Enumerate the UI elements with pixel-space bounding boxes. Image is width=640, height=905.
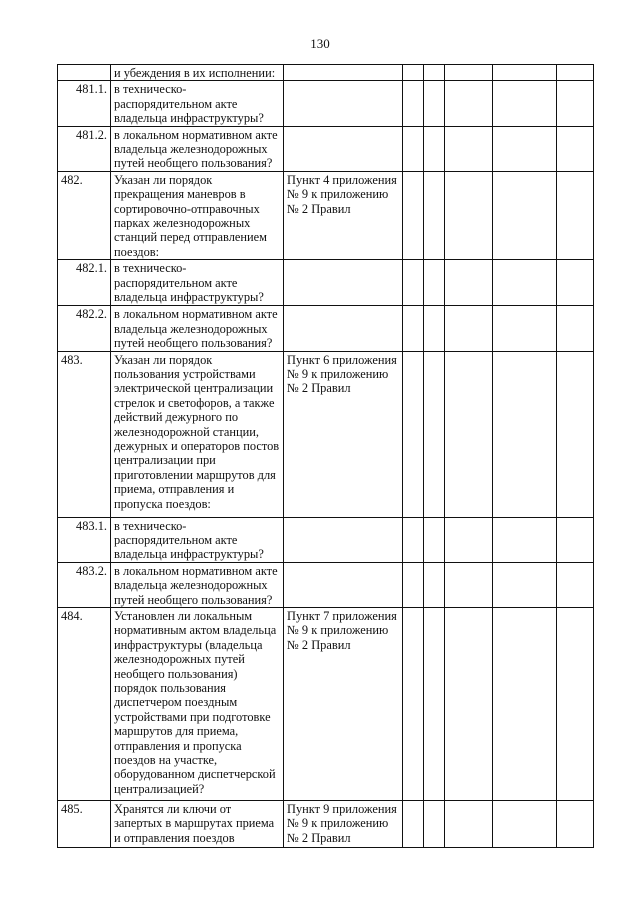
answer-na-cell[interactable] bbox=[445, 562, 493, 607]
item-number: 485. bbox=[58, 800, 111, 847]
item-number: 484. bbox=[58, 607, 111, 800]
question-text: Указан ли порядок прекращения маневров в сортировочно-отправочных парках железнодорожных станций перед отправлением поездов: bbox=[111, 171, 284, 259]
answer-no-cell[interactable] bbox=[424, 351, 445, 517]
notes-cell[interactable] bbox=[493, 260, 557, 306]
page-number: 130 bbox=[310, 36, 330, 51]
table-row bbox=[58, 81, 594, 126]
answer-no-cell[interactable] bbox=[424, 126, 445, 171]
item-number: 482.1. bbox=[58, 260, 111, 306]
extra-cell[interactable] bbox=[557, 517, 594, 562]
item-number: 481.2. bbox=[58, 126, 111, 171]
notes-cell[interactable] bbox=[493, 306, 557, 351]
question-text: в локальном нормативном акте владельца железнодорожных путей необщего пользования? bbox=[111, 126, 284, 171]
answer-yes-cell[interactable] bbox=[403, 562, 424, 607]
notes-cell[interactable] bbox=[493, 517, 557, 562]
answer-yes-cell[interactable] bbox=[403, 517, 424, 562]
answer-no-cell[interactable] bbox=[424, 306, 445, 351]
answer-no-cell[interactable] bbox=[424, 81, 445, 126]
legal-reference bbox=[284, 517, 403, 562]
extra-cell[interactable] bbox=[557, 607, 594, 800]
notes-cell[interactable] bbox=[493, 607, 557, 800]
table-row bbox=[58, 517, 594, 562]
answer-no-cell[interactable] bbox=[424, 260, 445, 306]
extra-cell[interactable] bbox=[557, 260, 594, 306]
answer-na-cell[interactable] bbox=[445, 260, 493, 306]
table-row bbox=[58, 126, 594, 171]
item-number: 481.1. bbox=[58, 81, 111, 126]
answer-na-cell[interactable] bbox=[445, 306, 493, 351]
notes-cell[interactable] bbox=[493, 126, 557, 171]
item-number: 483.2. bbox=[58, 562, 111, 607]
legal-reference bbox=[284, 81, 403, 126]
notes-cell[interactable] bbox=[493, 562, 557, 607]
extra-cell[interactable] bbox=[557, 306, 594, 351]
answer-na-cell[interactable] bbox=[445, 517, 493, 562]
answer-na-cell[interactable] bbox=[445, 607, 493, 800]
extra-cell[interactable] bbox=[557, 81, 594, 126]
extra-cell[interactable] bbox=[557, 126, 594, 171]
answer-yes-cell[interactable] bbox=[403, 800, 424, 847]
table-row bbox=[58, 351, 594, 517]
extra-cell[interactable] bbox=[557, 65, 594, 81]
answer-yes-cell[interactable] bbox=[403, 126, 424, 171]
answer-yes-cell[interactable] bbox=[403, 351, 424, 517]
item-number: 482.2. bbox=[58, 306, 111, 351]
notes-cell[interactable] bbox=[493, 81, 557, 126]
legal-reference bbox=[284, 65, 403, 81]
legal-reference: Пункт 7 приложения № 9 к приложению № 2 Правил bbox=[284, 607, 403, 800]
legal-reference: Пункт 9 приложения № 9 к приложению № 2 Правил bbox=[284, 800, 403, 847]
legal-reference: Пункт 6 приложения № 9 к приложению № 2 Правил bbox=[284, 351, 403, 517]
item-number: 482. bbox=[58, 171, 111, 259]
extra-cell[interactable] bbox=[557, 171, 594, 259]
answer-na-cell[interactable] bbox=[445, 81, 493, 126]
legal-reference bbox=[284, 260, 403, 306]
answer-yes-cell[interactable] bbox=[403, 607, 424, 800]
table-row bbox=[58, 65, 594, 81]
answer-na-cell[interactable] bbox=[445, 351, 493, 517]
item-number: 483.1. bbox=[58, 517, 111, 562]
extra-cell[interactable] bbox=[557, 800, 594, 847]
question-text: в техническо-распорядительном акте владельца инфраструктуры? bbox=[111, 260, 284, 306]
question-text: в техническо-распорядительном акте владельца инфраструктуры? bbox=[111, 81, 284, 126]
answer-no-cell[interactable] bbox=[424, 517, 445, 562]
legal-reference: Пункт 4 приложения № 9 к приложению № 2 Правил bbox=[284, 171, 403, 259]
table-row bbox=[58, 260, 594, 306]
answer-yes-cell[interactable] bbox=[403, 171, 424, 259]
answer-yes-cell[interactable] bbox=[403, 81, 424, 126]
notes-cell[interactable] bbox=[493, 351, 557, 517]
question-text: и убеждения в их исполнении: bbox=[111, 65, 284, 81]
answer-na-cell[interactable] bbox=[445, 171, 493, 259]
legal-reference bbox=[284, 562, 403, 607]
answer-na-cell[interactable] bbox=[445, 65, 493, 81]
answer-yes-cell[interactable] bbox=[403, 65, 424, 81]
answer-no-cell[interactable] bbox=[424, 800, 445, 847]
table-row bbox=[58, 800, 594, 847]
answer-na-cell[interactable] bbox=[445, 800, 493, 847]
table-row bbox=[58, 607, 594, 800]
item-number bbox=[58, 65, 111, 81]
extra-cell[interactable] bbox=[557, 562, 594, 607]
question-text: в локальном нормативном акте владельца железнодорожных путей необщего пользования? bbox=[111, 562, 284, 607]
notes-cell[interactable] bbox=[493, 65, 557, 81]
answer-yes-cell[interactable] bbox=[403, 306, 424, 351]
answer-no-cell[interactable] bbox=[424, 65, 445, 81]
answer-no-cell[interactable] bbox=[424, 562, 445, 607]
extra-cell[interactable] bbox=[557, 351, 594, 517]
item-number: 483. bbox=[58, 351, 111, 517]
question-text: Хранятся ли ключи от запертых в маршрутах приема и отправления поездов bbox=[111, 800, 284, 847]
legal-reference bbox=[284, 306, 403, 351]
answer-yes-cell[interactable] bbox=[403, 260, 424, 306]
answer-no-cell[interactable] bbox=[424, 171, 445, 259]
answer-no-cell[interactable] bbox=[424, 607, 445, 800]
question-text: в локальном нормативном акте владельца железнодорожных путей необщего пользования? bbox=[111, 306, 284, 351]
table-row bbox=[58, 306, 594, 351]
checklist-table bbox=[57, 64, 594, 848]
notes-cell[interactable] bbox=[493, 171, 557, 259]
question-text: Указан ли порядок пользования устройствами электрической централизации стрелок и светофоров, а также действий дежурного по железнодорожной станции, дежурных и операторов постов централизации при приготовлении маршрутов для приема, отправления и пропуска поездов: bbox=[111, 351, 284, 517]
question-text: Установлен ли локальным нормативным актом владельца инфраструктуры (владельца железнодорожных путей необщего пользования) порядок пользования диспетчером поездным устройствами при подготовке маршрутов для приема, отправления и пропуска поездов на участке, оборудованном диспетчерской централизацией? bbox=[111, 607, 284, 800]
answer-na-cell[interactable] bbox=[445, 126, 493, 171]
question-text: в техническо-распорядительном акте владельца инфраструктуры? bbox=[111, 517, 284, 562]
legal-reference bbox=[284, 126, 403, 171]
table-row bbox=[58, 562, 594, 607]
table-row bbox=[58, 171, 594, 259]
notes-cell[interactable] bbox=[493, 800, 557, 847]
